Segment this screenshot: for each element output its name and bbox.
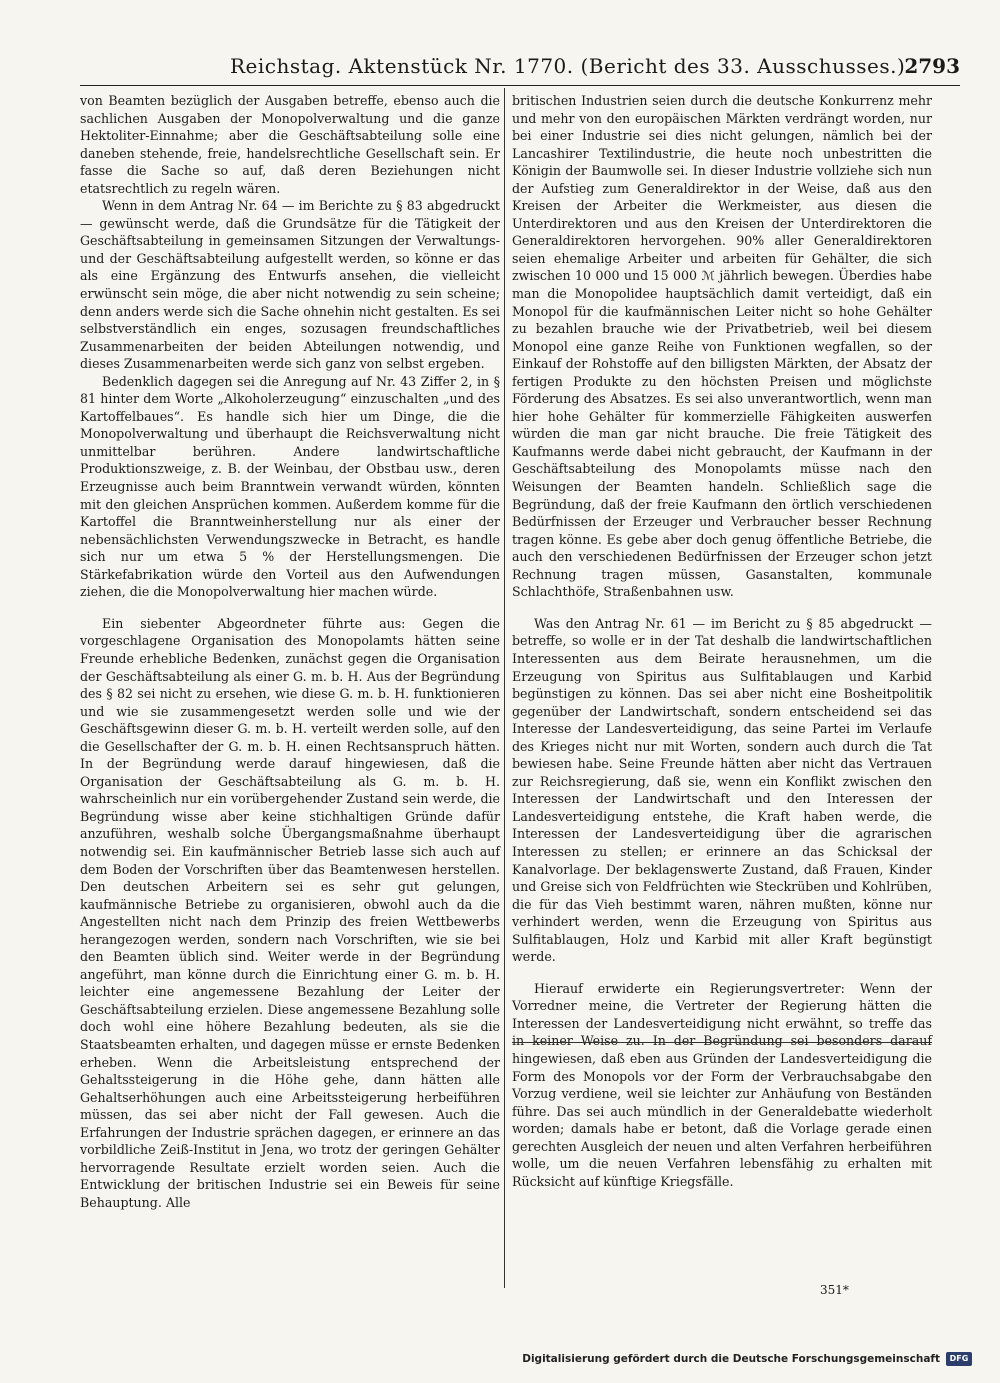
section-rule [512,1042,932,1043]
left-column [80,92,500,1284]
left-paragraph-4: Ein siebenter Abgeordneter führte aus: Gegen die vorgeschlagene Organisation des Monopolamts hätten seine Freunde erhebliche Bedenken, zunächst gegen die Organisation der Geschäftsabteilung als einer G. m. b. H. Aus der Begründung des § 82 sei nicht zu ersehen, wie diese G. m. b. H. funktionieren und wie sie zusammengesetzt werden solle und wie der Geschäftsgewinn dieser G. m. b. H. verteilt werden solle, auf den die Gesellschafter der G. m. b. H. einen Rechtsanspruch hätten. In der Begründung werde darauf hingewiesen, daß die Organisation der Geschäftsabteilung als G. m. b. H. wahrscheinlich nur ein vorübergehender Zustand sein werde, die Begründung wisse aber keine stichhaltigen Gründe dafür anzuführen, weshalb solche Übergangsmaßnahme überhaupt notwendig sei. Ein kaufmännischer Betrieb lasse sich auch auf dem Boden der Vorschriften über das Beamtenwesen herstellen. Den deutschen Arbeitern sei es sehr gut gelungen, kaufmännische Betriebe zu organisieren, obwohl auch da die Angestellten nicht nach dem Prinzip des freien Wettbewerbs herangezogen werden, sondern nach Vorschriften, wie sie bei den Beamten üblich sind. Weiter werde in der Begründung angeführt, man könne durch die Einrichtung einer G. m. b. H. leichter eine angemessene Bezahlung der Leiter der Geschäftsabteilung erzielen. Diese angemessene Bezahlung solle doch wohl eine höhere Bezahlung bedeuten, als sie die Staatsbeamten erhalten, und dagegen müsse er ernste Bedenken erheben. Wenn die Arbeitsleistung entsprechend der Gehaltssteigerung in die Höhe gehe, dann hätten alle Gehaltserhöhungen auch eine Arbeitssteigerung herbeiführen müssen, das sei aber nicht der Fall gewesen. Auch die Erfahrungen der Industrie sprächen dagegen, er erinnere an das vorbildliche Zeiß-Institut in Jena, wo trotz der geringen Gehälter hervorragende Resultate erzielt worden seien. Auch die Entwicklung der britischen Industrie sei ein Beweis für seine Behauptung. Alle [80,615,500,1210]
footer-text: Digitalisierung gefördert durch die Deutsche Forschungsgemeinschaft [522,1353,940,1365]
header-rule [80,85,960,86]
dfg-logo-icon: DFG [946,1352,972,1366]
column-divider [504,88,505,1288]
page-header [80,52,960,86]
right-column [512,92,932,1267]
right-paragraph-1: britischen Industrien seien durch die deutsche Konkurrenz mehr und mehr von den europäischen Märkten verdrängt worden, nur bei einer Industrie sei dies nicht gelungen, nämlich bei der Lancashirer Textilindustrie, die heute noch unbestritten die Königin der Baumwolle sei. In dieser Industrie vollziehe sich nun der Aufstieg zum Generaldirektor in der Weise, daß aus den Kreisen der Arbeiter die Werkmeister, aus diesen die Unterdirektoren und aus den Kreisen der Unterdirektoren die Generaldirektoren hervorgehen. 90% aller Generaldirektoren seien ehemalige Arbeiter und arbeiten für Gehälter, die sich zwischen 10 000 und 15 000 ℳ jährlich bewegen. Überdies habe man die Monopolidee hauptsächlich damit verteidigt, daß ein Monopol für die kaufmännischen Leiter nicht so hohe Gehälter zu bezahlen brauche wie der Privatbetrieb, weil bei diesem Monopol eine ganze Reihe von Funktionen wegfallen, so der Einkauf der Rohstoffe auf den billigsten Märkten, der Absatz der fertigen Produkte zu den höchsten Preisen und möglichste Förderung des Absatzes. Es sei also unverantwortlich, wenn man hier hohe Gehälter für kommerzielle Fähigkeiten auswerfen würden die man gar nicht brauche. Die freie Tätigkeit des Kaufmanns werde dabei nicht gebraucht, der Kaufmann in der Geschäftsabteilung des Monopolamts müsse nach den Weisungen der Beamten handeln. Schließlich sage die Begründung, daß der freie Kaufmann den örtlich verschiedenen Bedürfnissen der Erzeuger und Verbraucher besser Rechnung tragen könne. Es gebe aber doch genug öffentliche Betriebe, die auch den verschiedenen Bedürfnissen der Erzeuger schon jetzt Rechnung tragen müssen, Gasanstalten, kommunale Schlachthöfe, Straßenbahnen usw. [512,93,932,600]
printer-signature: 351* [820,1283,849,1297]
left-paragraph-3: Bedenklich dagegen sei die Anregung auf Nr. 43 Ziffer 2, in § 81 hinter dem Worte „Alkoholerzeugung“ einzuschalten „und des Kartoffelbaues“. Es handle sich hier um Dinge, die die Monopolverwaltung und überhaupt die Reichsverwaltung nicht unmittelbar berühren. Andere landwirtschaftliche Produktionszweige, z. B. der Weinbau, der Obstbau usw., deren Erzeugnisse auch beim Branntwein verwandt würden, könnten mit den gleichen Ansprüchen kommen. Außerdem komme für die Kartoffel die Branntweinherstellung nur als einer der nebensächlichsten Verwendungszwecke in Betracht, es handle sich nur um etwa 5 % der Herstellungsmengen. Die Stärkefabrikation würde den Vorteil aus den Aufwendungen ziehen, die die Monopolverwaltung hier machen würde. [80,373,500,600]
running-title: Reichstag. Aktenstück Nr. 1770. (Bericht des 33. Ausschusses.) [230,54,906,78]
left-paragraph-1: von Beamten bezüglich der Ausgaben betreffe, ebenso auch die sachlichen Ausgaben der Monopolverwaltung und die ganze Hektoliter-Einnahme; aber die Geschäftsabteilung solle eine daneben stehende, freie, handelsrechtliche Gesellschaft sein. Er fasse die Sache so auf, daß deren Beziehungen nicht etatsrechtlich zu regeln wären. [80,93,500,196]
footer [522,1352,972,1366]
right-paragraph-3: Hierauf erwiderte ein Regierungsvertreter: Wenn der Vorredner meine, die Vertreter der Regierung hätten die Interessen der Landesverteidigung nicht erwähnt, so treffe das in keiner Weise zu. In der Begründung sei besonders darauf hingewiesen, daß eben aus Gründen der Landesverteidigung die Form des Monopols vor der Form der Verbrauchsabgabe den Vorzug verdiene, weil sie leichter zur Anhäufung von Beständen führe. Das sei auch mündlich in der Generaldebatte wiederholt worden; damals habe er betont, daß die Vorlage gerade einen gerechten Ausgleich der neuen und alten Verfahren herbeiführen wolle, um die neuen Verfahren lebensfähig zu erhalten mit Rücksicht auf künftige Kriegsfälle. [512,980,932,1189]
right-paragraph-2: Was den Antrag Nr. 61 — im Bericht zu § 85 abgedruckt — betreffe, so wolle er in der Tat deshalb die landwirtschaftlichen Interessenten aus dem Beirate herausnehmen, um die Erzeugung von Spiritus aus Sulfitablaugen und Karbid begünstigen zu können. Das sei aber nicht eine Bosheitpolitik gegenüber der Landwirtschaft, sondern entscheidend sei das Interesse der Landesverteidigung, das seine Partei im Verlaufe des Krieges nicht nur mit Worten, sondern auch durch die Tat bewiesen habe. Seine Freunde hätten aber nicht das Vertrauen zur Reichsregierung, daß sie, wenn ein Konflikt zwischen den Interessen der Landwirtschaft und den Interessen der Landesverteidigung entstehe, die Kraft haben werde, die Interessen der Landesverteidigung über die agrarischen Interessen zu stellen; er erinnere an das Schicksal der Kanalvorlage. Der beklagenswerte Zustand, daß Frauen, Kinder und Greise sich von Feldfrüchten wie Steckrüben und Kohlrüben, die für das Vieh bestimmt waren, nähren mußten, könne nur verhindert werden, wenn die Erzeugung von Spiritus aus Sulfitablaugen, Holz und Karbid mit aller Kraft begünstigt werde. [512,615,932,965]
left-paragraph-2: Wenn in dem Antrag Nr. 64 — im Berichte zu § 83 abgedruckt — gewünscht werde, daß die Grundsätze für die Tätigkeit der Geschäftsabteilung in gemeinsamen Sitzungen der Verwaltungs- und der Geschäftsabteilung aufgestellt werden, so könne er das als eine Ergänzung des Entwurfs ansehen, die vielleicht erwünscht sein möge, die aber nicht notwendig zu sein scheine; denn anders werde sich die Sache ohnehin nicht gestalten. Es sei selbstverständlich ein enges, sozusagen freundschaftliches Zusammenarbeiten der beiden Abteilungen notwendig, und dieses Zusammenarbeiten werde sich ganz von selbst ergeben. [80,198,500,372]
page-number: 2793 [904,54,960,78]
